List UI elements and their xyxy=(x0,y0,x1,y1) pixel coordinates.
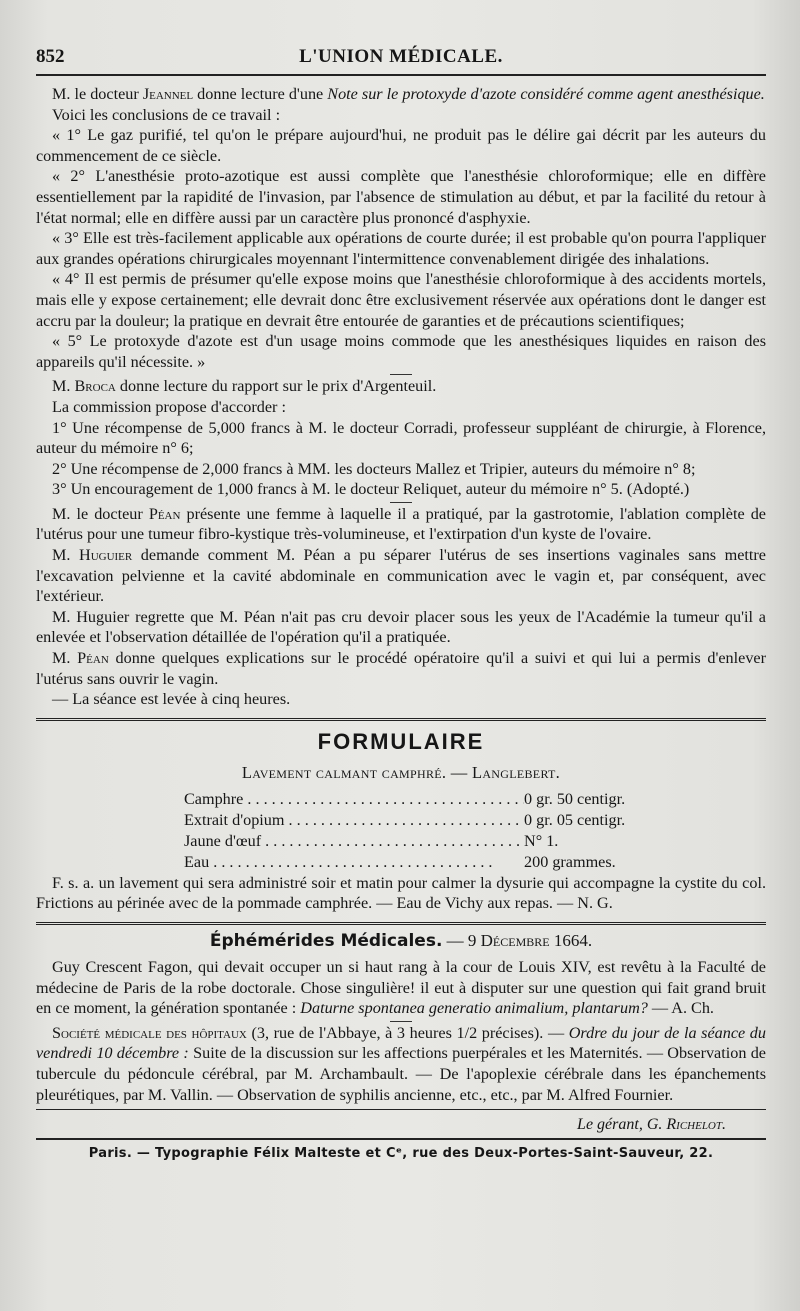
separator-dash xyxy=(390,502,412,503)
conclusion-1: « 1° Le gaz purifié, tel qu'on le prépare aujourd'hui, ne produit pas le délire gai décrit par les auteurs du commencement de ce siècle. xyxy=(36,126,766,165)
award-3: 3° Un encouragement de 1,000 francs à M. le docteur Reliquet, auteur du mémoire n° 5. (Adopté.) xyxy=(52,480,690,499)
ingredient-name: Eau . . . xyxy=(184,852,524,873)
ingredient-qty: N° 1. xyxy=(524,831,559,850)
footer-rule xyxy=(36,1109,766,1110)
ingredient-name: Camphre . . . xyxy=(184,789,524,810)
printer-imprint: Paris. — Typographie Félix Malteste et Cᵉ, rue des Deux-Portes-Saint-Sauveur, 22. xyxy=(88,1146,714,1162)
signature: Le gérant, G. Richelot. xyxy=(577,1116,726,1134)
section-rule xyxy=(36,922,766,925)
pean-presentation: M. le docteur Péan présente une femme à laquelle il a pratiqué, par la gastrotomie, l'ablation complète de l'utérus pour une tumeur fibro-kystique très-volumineuse, et l'extirpation d'un kyste de l'ovaire. xyxy=(36,504,766,544)
conclusion-2: « 2° L'anesthésie proto-azotique est aussi complète que l'anesthésie chloroformique; elle en diffère essentiellement par la rapidité de l'invasion, par l'absence de stimulation au début, et par la facilité du retour à l'état normal; elle en diffère aussi par un caractère plus prononcé d'asphyxie. xyxy=(36,167,766,227)
page-number: 852 xyxy=(36,46,65,67)
page-header xyxy=(36,44,766,74)
societe-notice: Société médicale des hôpitaux (3, rue de l'Abbaye, à 3 heures 1/2 précises). — Ordre du jour de la séance du vendredi 10 décembre : Suite de la discussion sur les affections puerpérales et les Maternités. — Observation de tubercule du pédoncule cérébral, par M. Archambault. — De l'apoplexie cérébrale dans les épanchements pleurétiques, par M. Vallin. — Observation de syphilis ancienne, etc., etc., par M. Alfred Fournier. xyxy=(36,1023,766,1104)
conclusions-intro: Voici les conclusions de ce travail : xyxy=(52,105,281,124)
ephemerides-text: Guy Crescent Fagon, qui devait occuper un si haut rang à la cour de Louis XIV, est revêtu à la Faculté de médecine de Paris de la robe doctorale. Chose singulière! il eut à disputer sur une question qui fait grand bruit en ce moment, la génération spontanée : Daturne spontanea generatio animalium, plantarum? — A. Ch. xyxy=(36,958,766,1018)
conclusion-4: « 4° Il est permis de présumer qu'elle expose moins que l'anesthésie chloroformique à des accidents mortels, mais elle y expose certainement; elle devrait donc être exclusivement réservée aux opérations dont le danger est accru par la douleur; la pratique en devrait être entourée de garanties et de précautions scientifiques; xyxy=(36,270,766,330)
ingredient-qty: 0 gr. 05 centigr. xyxy=(524,810,626,829)
author-name: Péan xyxy=(77,649,109,668)
ingredient-qty: 0 gr. 50 centigr. xyxy=(524,789,626,808)
section-rule xyxy=(36,718,766,721)
conclusion-5: « 5° Le protoxyde d'azote est d'un usage moins commode que les anesthésiques liquides en raison des appareils qu'il nécessite. » xyxy=(36,332,766,371)
ingredient-name: Extrait d'opium . . . xyxy=(184,810,524,831)
ingredient-qty: 200 grammes. xyxy=(524,852,616,871)
recipe-title: Lavement calmant camphré. — Langlebert. xyxy=(241,762,561,782)
ingredient-name: Jaune d'œuf . . . xyxy=(184,831,524,852)
imprint-rule xyxy=(36,1138,766,1140)
huguier-regret: M. Huguier regrette que M. Péan n'ait pas cru devoir placer sous les yeux de l'Académie la tumeur qu'il a enlevée et l'observation détaillée de l'opération qu'il a pratiquée. xyxy=(36,607,766,647)
award-2: 2° Une récompense de 2,000 francs à MM. les docteurs Mallez et Tripier, auteurs du mémoire n° 8; xyxy=(52,459,696,478)
session-closed: — La séance est levée à cinq heures. xyxy=(52,690,291,709)
award-1: 1° Une récompense de 5,000 francs à M. le docteur Corradi, professeur suppléant de chirurgie, à Florence, auteur du mémoire n° 6; xyxy=(36,418,766,458)
ingredient-list xyxy=(184,789,670,873)
huguier-question: M. Huguier demande comment M. Péan a pu séparer l'utérus de ses insertions vaginales sans mettre l'excavation pelvienne et la cavité abdominale en communication avec le vagin et, par conséquent, avec l'extérieur. xyxy=(36,546,766,606)
formula-instructions: F. s. a. un lavement qui sera administré soir et matin pour calmer la dysurie qui accompagne la cystite du col. Frictions au périnée avec de la pommade camphrée. — Eau de Vichy aux repas. — N. G. xyxy=(36,873,766,913)
commission-intro: La commission propose d'accorder : xyxy=(52,397,286,416)
ingredient-row xyxy=(184,789,670,810)
pean-explanation: M. Péan donne quelques explications sur le procédé opératoire qu'il a suivi et qui lui a permis d'enlever l'utérus sans ouvrir le vagin. xyxy=(36,649,766,688)
formulaire-title: FORMULAIRE xyxy=(317,728,485,754)
ingredient-row xyxy=(184,852,670,873)
separator-dash xyxy=(390,1021,412,1022)
broca-intro: M. Broca donne lecture du rapport sur le prix d'Argenteuil. xyxy=(52,377,437,396)
jeannel-intro: M. le docteur Jeannel donne lecture d'une Note sur le protoxyde d'azote considéré comme agent anesthésique. xyxy=(52,85,765,103)
running-title: L'UNION MÉDICALE. xyxy=(299,46,503,67)
note-title: Note sur le protoxyde d'azote considéré comme agent anesthésique. xyxy=(327,85,765,103)
conclusion-3: « 3° Elle est très-facilement applicable aux opérations de courte durée; il est probable qu'on pourra l'appliquer aux grandes opérations chirurgicales moyennant l'intermittence convenablement dirigée des inhalations. xyxy=(36,229,766,268)
author-name: Jeannel xyxy=(142,85,194,103)
author-name: Péan xyxy=(148,504,181,523)
ingredient-row xyxy=(184,831,670,852)
separator-dash xyxy=(390,374,412,375)
ingredient-row xyxy=(184,810,670,831)
author-name: Huguier xyxy=(79,546,133,565)
ephemerides-title: Éphémérides Médicales. — 9 Décembre 1664. xyxy=(209,931,593,951)
author-name: Broca xyxy=(74,377,116,396)
